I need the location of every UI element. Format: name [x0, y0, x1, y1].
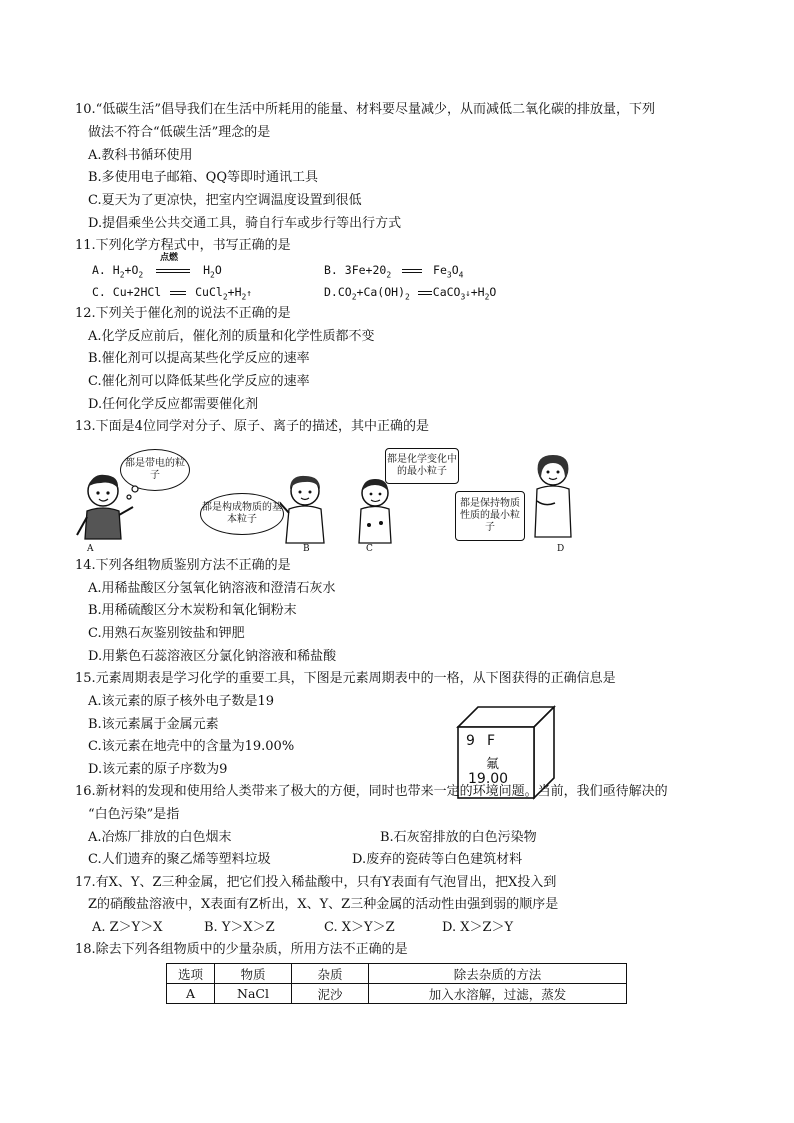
q14-option-c: C.用熟石灰鉴别铵盐和钾肥: [88, 626, 245, 641]
element-atomic-mass: 19.00: [468, 771, 509, 787]
q14-option-d: D.用紫色石蕊溶液区分氯化钠溶液和稀盐酸: [88, 649, 337, 664]
q10-option-d: D.提倡乘坐公共交通工具，骑自行车或步行等出行方式: [88, 216, 402, 231]
bubble-c: 都是化学变化中的最小粒子: [385, 448, 459, 484]
figure-label-a: A: [87, 544, 94, 554]
element-atomic-number: 9: [466, 733, 475, 749]
q11-condition-label: 点燃: [160, 253, 179, 263]
q18-stem: 18.除去下列各组物质中的少量杂质，所用方法不正确的是: [75, 942, 408, 957]
q10-stem-line1: 10.“低碳生活”倡导我们在生活中所耗用的能量、材料要尽量减少，从而减低二氧化碳的排放量，下列: [75, 102, 655, 117]
q11-option-b: B. $3Fe+20_2$ $Fe_3O_4$: [324, 263, 464, 280]
q16-option-c: C.人们遗弃的聚乙烯等塑料垃圾: [88, 852, 271, 867]
q10-option-b: B.多使用电子邮箱、QQ等即时通讯工具: [88, 170, 319, 185]
q11-option-c: C. Cu+2HCl $CuCl_2+H_2↑$: [92, 285, 252, 302]
q16-stem-line1: 16.新材料的发现和使用给人类带来了极大的方便，同时也带来一定的环境问题。当前，我们亟待解决的: [75, 784, 668, 799]
element-name: 氟: [486, 757, 500, 772]
q11-stem: 11.下列化学方程式中，书写正确的是: [75, 238, 291, 253]
table-row: [167, 984, 627, 1004]
q14-stem: 14.下列各组物质鉴别方法不正确的是: [75, 558, 291, 573]
table-cell: A: [167, 984, 215, 1004]
bubble-a: 都是带电的粒子: [120, 449, 190, 491]
q10-option-a: A.教科书循环使用: [88, 148, 193, 163]
q12-option-c: C.催化剂可以降低某些化学反应的速率: [88, 374, 310, 389]
element-symbol: F: [487, 733, 496, 749]
q16-stem-line2: “白色污染”是指: [88, 807, 180, 822]
q14-option-a: A.用稀盐酸区分氢氧化钠溶液和澄清石灰水: [88, 581, 336, 596]
student-d-illustration: [527, 451, 577, 541]
q13-illustration: [75, 443, 575, 558]
q15-stem: 15.元素周期表是学习化学的重要工具，下图是元素周期表中的一格，从下图获得的正确信息是: [75, 671, 616, 686]
q17-option-a: A. Z＞Y＞X: [92, 920, 163, 935]
q15-option-d: D.该元素的原子序数为9: [88, 762, 228, 777]
bubble-a-tail: [123, 485, 143, 505]
q15-option-a: A.该元素的原子核外电子数是19: [88, 694, 275, 709]
figure-label-b: B: [303, 544, 310, 554]
q10-option-c: C.夏天为了更凉快，把室内空调温度设置到很低: [88, 193, 362, 208]
q16-option-b: B.石灰窑排放的白色污染物: [380, 830, 537, 845]
q11-b-equals-sign: [402, 269, 422, 273]
table-header-cell: 杂质: [292, 964, 369, 984]
q11-d-equals-sign: [418, 291, 432, 295]
q15-option-b: B.该元素属于金属元素: [88, 717, 219, 732]
q14-option-b: B.用稀硫酸区分木炭粉和氧化铜粉末: [88, 603, 297, 618]
q15-option-c: C.该元素在地壳中的含量为19.00%: [88, 739, 295, 754]
table-header-cell: 除去杂质的方法: [369, 964, 627, 984]
q11-option-a: A. $H_2+O_2$ $H_2O$: [92, 263, 222, 280]
q10-stem-line2: 做法不符合“低碳生活”理念的是: [88, 125, 271, 140]
q11-option-d: $D.CO_2+Ca(OH)_2$ $CaCO_3↓+H_2O$: [324, 285, 497, 302]
table-header-cell: 选项: [167, 964, 215, 984]
q12-option-b: B.催化剂可以提高某些化学反应的速率: [88, 351, 310, 366]
q12-stem: 12.下列关于催化剂的说法不正确的是: [75, 306, 291, 321]
student-c-illustration: [353, 475, 399, 545]
q17-option-d: D. X＞Z＞Y: [442, 920, 514, 935]
student-b-illustration: [280, 473, 330, 545]
table-cell: 加入水溶解，过滤，蒸发: [369, 984, 627, 1004]
q17-option-b: B. Y＞X＞Z: [204, 920, 275, 935]
bubble-b: 都是构成物质的基本粒子: [200, 493, 284, 535]
q11-a-equals-sign: [156, 269, 190, 273]
table-header-cell: 物质: [215, 964, 292, 984]
figure-label-d: D: [557, 544, 565, 554]
q13-stem: 13.下面是4位同学对分子、原子、离子的描述，其中正确的是: [75, 419, 429, 434]
q11-c-equals-sign: [170, 291, 186, 295]
q17-stem-line2: Z的硝酸盐溶液中，X表面有Z析出，X、Y、Z三种金属的活动性由强到弱的顺序是: [88, 897, 559, 912]
q17-stem-line1: 17.有X、Y、Z三种金属，把它们投入稀盐酸中，只有Y表面有气泡冒出，把X投入到: [75, 875, 557, 890]
bubble-d: 都是保持物质性质的最小粒子: [455, 491, 525, 541]
q16-option-a: A.冶炼厂排放的白色烟末: [88, 830, 232, 845]
q18-table: [166, 963, 627, 1004]
table-cell: NaCl: [215, 984, 292, 1004]
table-cell: 泥沙: [292, 984, 369, 1004]
q16-option-d: D.废弃的瓷砖等白色建筑材料: [352, 852, 523, 867]
q17-option-c: C. X＞Y＞Z: [324, 920, 395, 935]
table-header-row: [167, 964, 627, 984]
q12-option-d: D.任何化学反应都需要催化剂: [88, 397, 259, 412]
figure-label-c: C: [366, 544, 373, 554]
q12-option-a: A.化学反应前后，催化剂的质量和化学性质都不变: [88, 329, 375, 344]
